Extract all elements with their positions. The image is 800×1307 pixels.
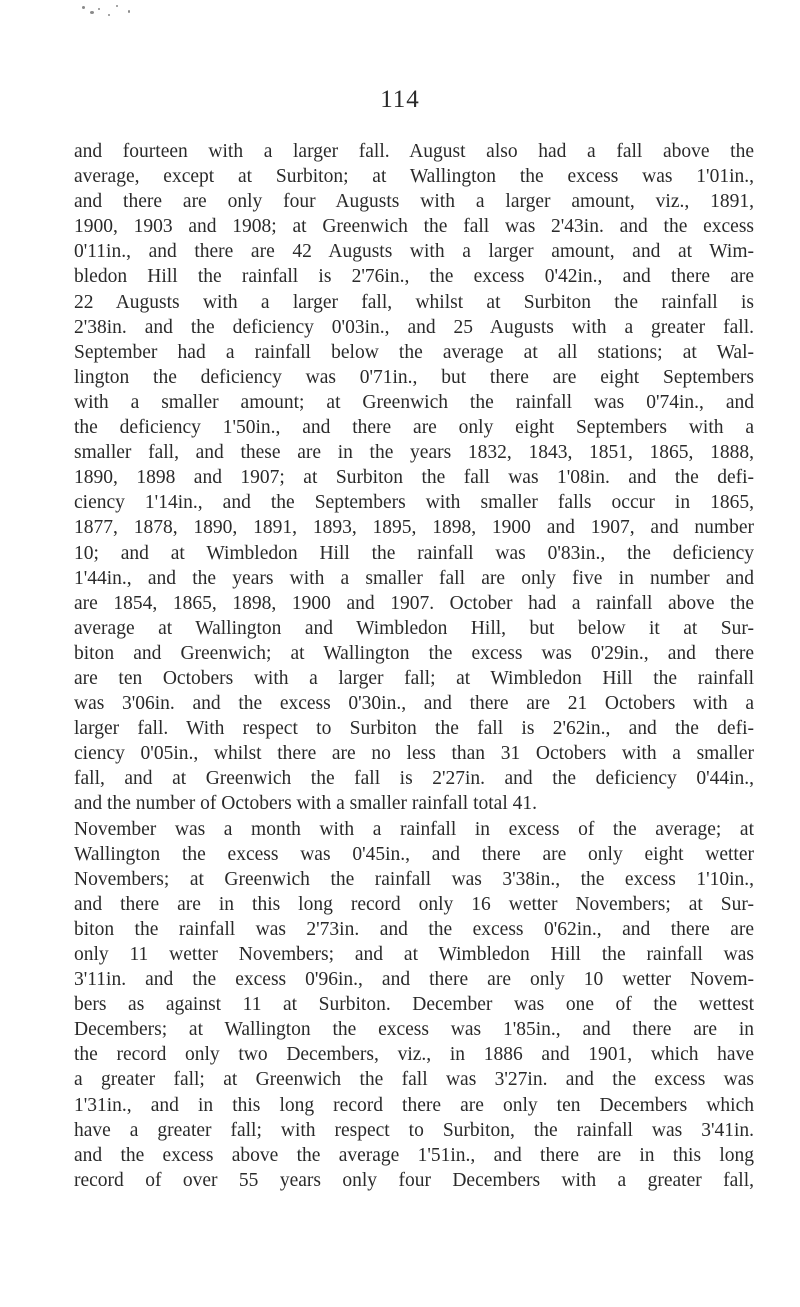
text-line: bledon Hill the rainfall is 2'76in., the excess 0'42in., and there are — [74, 266, 754, 288]
text-line: 10; and at Wimbledon Hill the rainfall was 0'83in., the deficiency — [74, 542, 754, 564]
text-line: and there are only four Augusts with a larger amount, viz., 1891, — [74, 191, 754, 213]
text-line: 1900, 1903 and 1908; at Greenwich the fall was 2'43in. and the excess — [74, 216, 754, 238]
text-line: record of over 55 years only four Decembers with a greater fall, — [74, 1169, 754, 1191]
text-line: average at Wallington and Wimbledon Hill, but below it at Sur- — [74, 617, 754, 639]
text-line: are 1854, 1865, 1898, 1900 and 1907. October had a rainfall above the — [74, 592, 754, 614]
text-line: lington the deficiency was 0'71in., but there are eight Septembers — [74, 366, 754, 388]
text-line: and the number of Octobers with a smaller rainfall total 41. — [74, 793, 537, 815]
text-line: and there are in this long record only 16 wetter Novembers; at Sur- — [74, 893, 754, 915]
text-line: September had a rainfall below the average at all stations; at Wal- — [74, 341, 754, 363]
scan-specks — [20, 2, 140, 32]
text-line: Decembers; at Wallington the excess was 1'85in., and there are in — [74, 1019, 754, 1041]
text-line: biton and Greenwich; at Wallington the excess was 0'29in., and there — [74, 642, 754, 664]
text-line: average, except at Surbiton; at Wallington the excess was 1'01in., — [74, 166, 754, 188]
text-line: 22 Augusts with a larger fall, whilst at Surbiton the rainfall is — [74, 291, 754, 313]
text-line: and fourteen with a larger fall. August also had a fall above the — [74, 141, 754, 162]
text-line: 1'44in., and the years with a smaller fall are only five in number and — [74, 567, 754, 589]
text-line: smaller fall, and these are in the years 1832, 1843, 1851, 1865, 1888, — [74, 442, 754, 464]
text-line: only 11 wetter Novembers; and at Wimbledon Hill the rainfall was — [74, 944, 754, 965]
body-text — [74, 139, 754, 1193]
text-line: and the excess above the average 1'51in., and there are in this long — [74, 1144, 754, 1166]
text-line: 1890, 1898 and 1907; at Surbiton the fall was 1'08in. and the defi- — [74, 467, 754, 489]
text-line: ciency 0'05in., whilst there are no less than 31 Octobers with a smaller — [74, 743, 754, 765]
text-line: the deficiency 1'50in., and there are only eight Septembers with a — [74, 417, 754, 439]
text-line: larger fall. With respect to Surbiton the fall is 2'62in., and the defi- — [74, 718, 754, 740]
text-line: with a smaller amount; at Greenwich the rainfall was 0'74in., and — [74, 391, 754, 413]
text-line: 1877, 1878, 1890, 1891, 1893, 1895, 1898, 1900 and 1907, and number — [74, 517, 754, 539]
text-line: 3'11in. and the excess 0'96in., and there are only 10 wetter Novem- — [74, 969, 754, 991]
text-line: bers as against 11 at Surbiton. December was one of the wettest — [74, 994, 754, 1016]
text-line: Wallington the excess was 0'45in., and there are only eight wetter — [74, 843, 754, 865]
text-line: Novembers; at Greenwich the rainfall was 3'38in., the excess 1'10in., — [74, 868, 754, 890]
text-line: was 3'06in. and the excess 0'30in., and there are 21 Octobers with a — [74, 693, 754, 715]
page-number: 114 — [380, 86, 420, 113]
text-line: have a greater fall; with respect to Surbiton, the rainfall was 3'41in. — [74, 1119, 754, 1141]
text-line: 1'31in., and in this long record there are only ten Decembers which — [74, 1094, 754, 1116]
text-line: November was a month with a rainfall in excess of the average; at — [74, 818, 754, 840]
text-line: 2'38in. and the deficiency 0'03in., and 25 Augusts with a greater fall. — [74, 316, 754, 338]
text-line: the record only two Decembers, viz., in 1886 and 1901, which have — [74, 1044, 754, 1066]
text-line: biton the rainfall was 2'73in. and the excess 0'62in., and there are — [74, 918, 754, 940]
text-line: are ten Octobers with a larger fall; at Wimbledon Hill the rainfall — [74, 667, 754, 689]
text-line: fall, and at Greenwich the fall is 2'27in. and the deficiency 0'44in., — [74, 768, 754, 790]
text-line: 0'11in., and there are 42 Augusts with a larger amount, and at Wim- — [74, 241, 754, 263]
text-line: ciency 1'14in., and the Septembers with smaller falls occur in 1865, — [74, 492, 754, 514]
text-line: a greater fall; at Greenwich the fall was 3'27in. and the excess was — [74, 1069, 754, 1091]
